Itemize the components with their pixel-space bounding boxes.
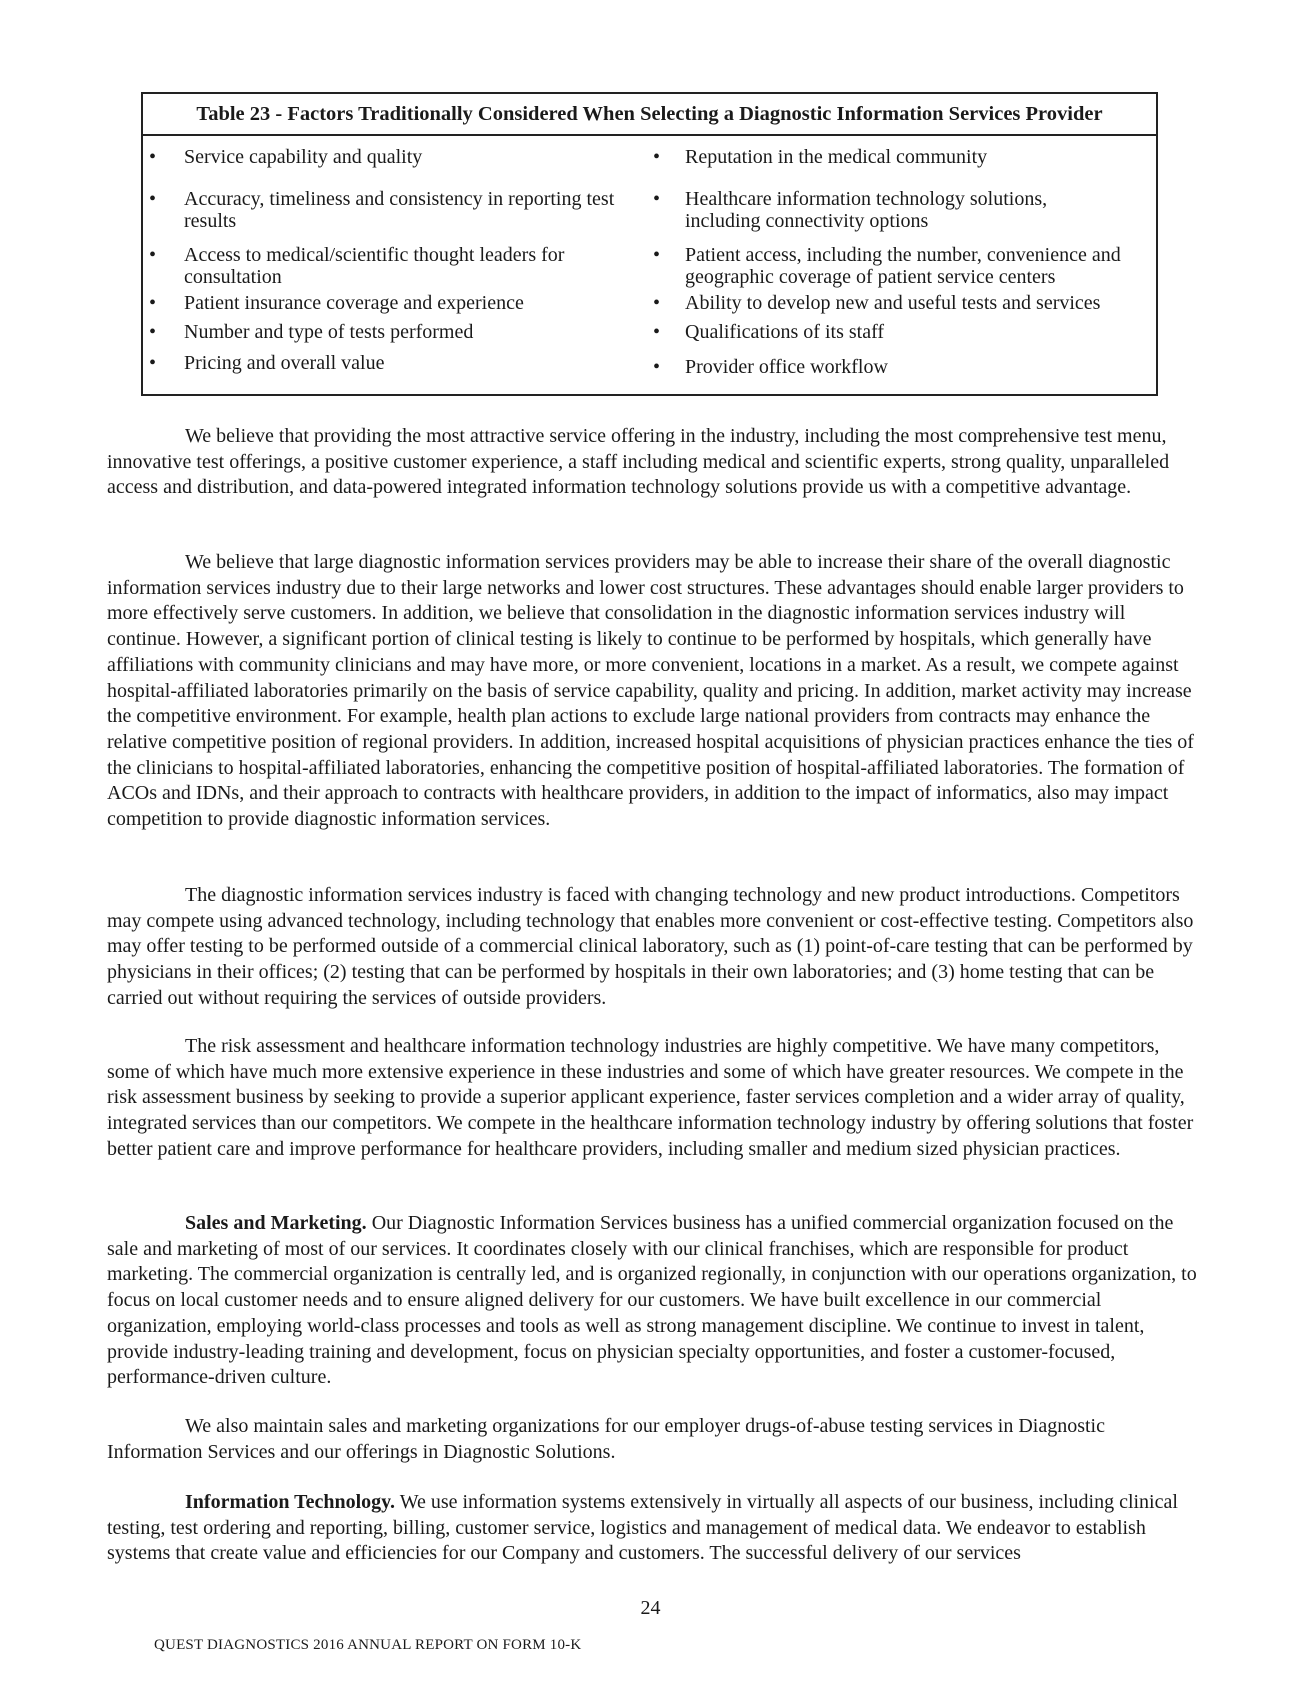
paragraph-risk-assessment: The risk assessment and healthcare information technology industries are highly competitive. We have many competitors, some of which have much more extensive experience in these industries and some of which have greater resources. We compete in the risk assessment business by seeking to provide a superior applicant experience, faster services completion and a wider array of quality, integrated services than our competitors. We compete in the healthcare information technology industry by offering solutions that foster better patient care and improve performance for healthcare providers, including smaller and medium sized physician practices. <box>107 1035 1194 1160</box>
table-item-left-4: • Patient insurance coverage and experience <box>149 292 524 314</box>
sales-marketing-heading: Sales and Marketing. <box>185 1212 367 1234</box>
table-item-left-6: • Pricing and overall value <box>149 352 385 374</box>
table-item-left-3: • Access to medical/scientific thought leaders for consultation <box>149 244 565 288</box>
table-item-right-2: • Healthcare information technology solutions, including connectivity options <box>653 188 1048 232</box>
table-item-right-4: • Ability to develop new and useful tests and services <box>653 292 1101 314</box>
paragraph-information-technology: Information Technology. We use information systems extensively in virtually all aspects of our business, including clinical testing, test ordering and reporting, billing, customer service, logistics and management of medical data. We endeavor to establish systems that create value and efficiencies for our Company and customers. The successful delivery of our services <box>107 1491 1178 1565</box>
table-item-right-3: • Patient access, including the number, convenience and geographic coverage of patient service centers <box>653 244 1121 288</box>
paragraph-large-providers: We believe that large diagnostic information services providers may be able to increase their share of the overall diagnostic information services industry due to their large networks and lower cost structures. These advantages should enable larger providers to more effectively serve customers. In addition, we believe that consolidation in the diagnostic information services industry will continue. However, a significant portion of clinical testing is likely to continue to be performed by hospitals, which generally have affiliations with community clinicians and may have more, or more convenient, locations in a market. As a result, we compete against hospital-affiliated laboratories primarily on the basis of service capability, quality and pricing. In addition, market activity may increase the competitive environment. For example, health plan actions to exclude large national providers from contracts may enhance the relative competitive position of regional providers. In addition, increased hospital acquisitions of physician practices enhance the ties of the clinicians to hospital-affiliated laboratories, enhancing the competitive position of hospital-affiliated laboratories. The formation of ACOs and IDNs, and their approach to contracts with healthcare providers, in addition to the impact of informatics, also may impact competition to provide diagnostic information services. <box>107 551 1194 831</box>
table-title: Table 23 - Factors Traditionally Considered When Selecting a Diagnostic Information Services Provider <box>143 94 1156 136</box>
factors-table <box>141 92 1158 396</box>
table-item-left-2: • Accuracy, timeliness and consistency in reporting test results <box>149 188 615 232</box>
information-technology-heading: Information Technology. <box>185 1491 396 1513</box>
table-item-left-5: • Number and type of tests performed <box>149 321 474 343</box>
paragraph-competitive-advantage: We believe that providing the most attractive service offering in the industry, including the most comprehensive test menu, innovative test offerings, a positive customer experience, a staff including medical and scientific experts, strong quality, unparalleled access and distribution, and data-powered integrated information technology solutions provide us with a competitive advantage. <box>107 425 1170 499</box>
table-item-left-1: • Service capability and quality <box>149 146 423 168</box>
table-item-right-6: • Provider office workflow <box>653 356 888 378</box>
table-item-right-1: • Reputation in the medical community <box>653 146 988 168</box>
table-item-right-5: • Qualifications of its staff <box>653 321 885 343</box>
paragraph-sales-marketing: Sales and Marketing. Our Diagnostic Information Services business has a unified commercial organization focused on the sale and marketing of most of our services. It coordinates closely with our clinical franchises, which are responsible for product marketing. The commercial organization is centrally led, and is organized regionally, in conjunction with our operations organization, to focus on local customer needs and to ensure aligned delivery for our customers. We have built excellence in our commercial organization, employing world-class processes and tools as well as strong management discipline. We continue to invest in talent, provide industry-leading training and development, focus on physician specialty opportunities, and foster a customer-focused, performance-driven culture. <box>107 1212 1197 1389</box>
footer: QUEST DIAGNOSTICS 2016 ANNUAL REPORT ON FORM 10-K <box>154 1637 582 1653</box>
paragraph-changing-technology: The diagnostic information services industry is faced with changing technology and new product introductions. Competitors may compete using advanced technology, including technology that enables more convenient or cost-effective testing. Competitors also may offer testing to be performed outside of a commercial clinical laboratory, such as (1) point-of-care testing that can be performed by physicians in their offices; (2) testing that can be performed by hospitals in their own laboratories; and (3) home testing that can be carried out without requiring the services of outside providers. <box>107 884 1194 1009</box>
paragraph-employer-testing: We also maintain sales and marketing organizations for our employer drugs-of-abuse testing services in Diagnostic Information Services and our offerings in Diagnostic Solutions. <box>107 1415 1105 1463</box>
page-number: 24 <box>640 1597 661 1619</box>
